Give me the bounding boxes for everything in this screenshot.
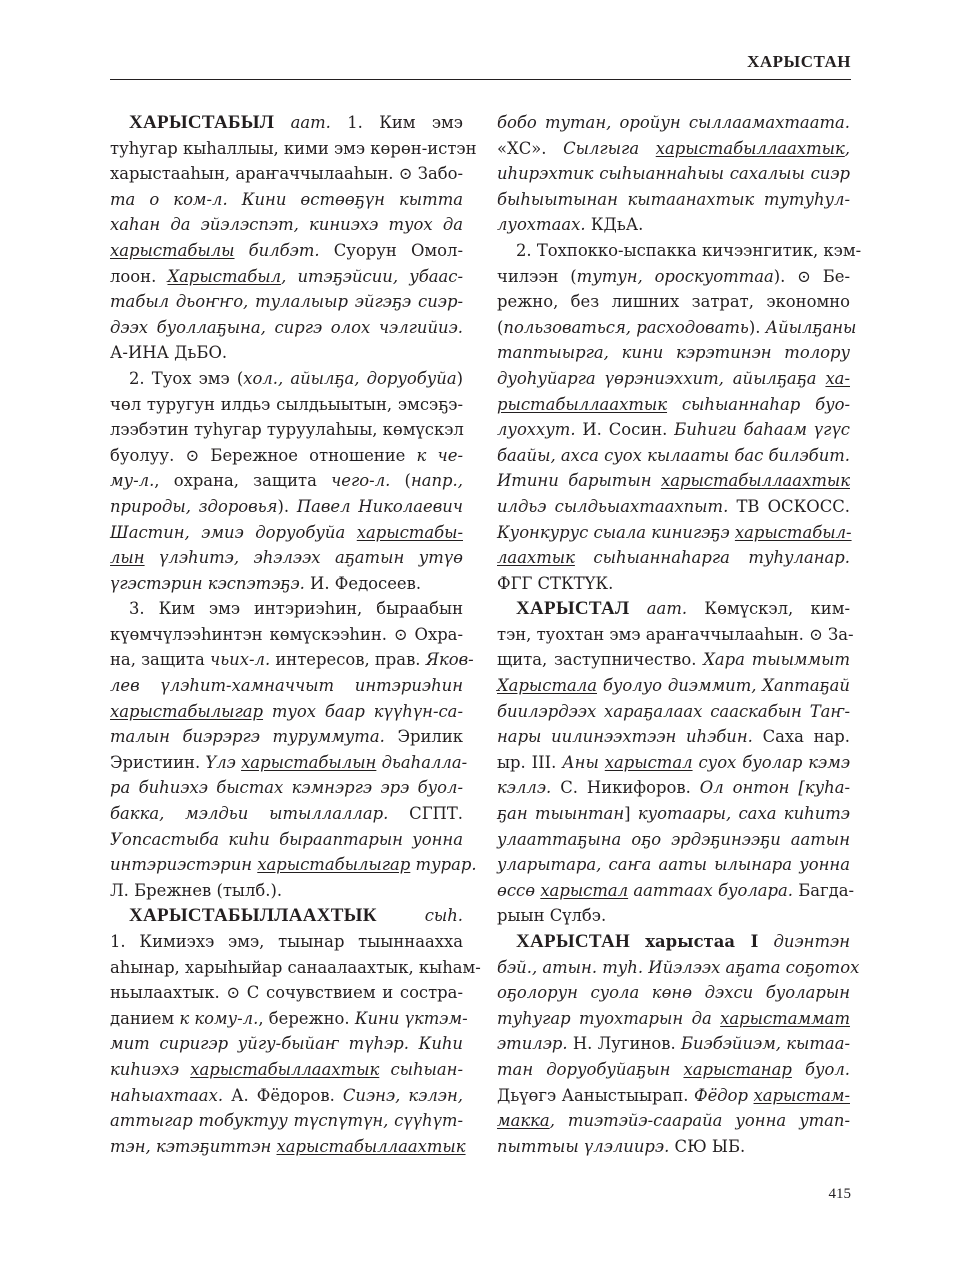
text-line [497, 571, 850, 597]
text-segment: илдьэ сылдьыахтаахпыт. [497, 496, 729, 516]
text-segment: хаһан да эйэлэспэт, киниэхэ туох да [110, 215, 463, 235]
text-segment: тэн, кэтэҕиттэн [110, 1136, 277, 1156]
text-line [497, 520, 850, 546]
text-segment: Ол онтон [ [699, 778, 805, 798]
text-line [497, 315, 857, 341]
text-segment: ] [624, 804, 638, 824]
text-segment: сыһыаннаһарга туһуланар. [574, 548, 850, 568]
text-segment: харыстабылы [110, 240, 235, 260]
column-left [110, 110, 481, 1159]
text-segment: сыһ. [424, 906, 463, 926]
text-segment: на, защита [110, 650, 205, 670]
text-segment: ТВ ОСКОСС. [728, 496, 851, 516]
text-segment: күөмчүлээһинтэн көмүскээһин. ⊙ Охра- [110, 624, 463, 644]
text-segment: ыр. III. [497, 752, 557, 772]
text-line [497, 468, 850, 494]
text-segment: харыстабыллаахтык [190, 1059, 380, 1079]
text-line [497, 1108, 850, 1134]
text-segment: таптыырга, кини кэрэтинэн толору [497, 343, 850, 363]
text-line [497, 545, 850, 571]
text-segment: макка [497, 1111, 550, 1131]
text-segment [228, 190, 242, 209]
text-segment: , бережно. [258, 1008, 355, 1028]
text-segment: лын [110, 548, 145, 568]
text-segment: А-ИНА ДьБО. [110, 343, 228, 363]
text-line [497, 238, 862, 264]
text-segment: нары иилинээхтээн иһэбин. [497, 727, 753, 747]
text-segment: лээбэтин туһугар туруулаһыы, көмүскэл [110, 420, 464, 440]
text-line [497, 929, 850, 955]
text-segment: 1. Ким эмэ [330, 113, 463, 132]
text-segment: ра биһиэхэ быстах кэмнэргэ эрэ буол- [110, 778, 463, 798]
text-line [110, 571, 463, 597]
text-segment: харыстабыл- [734, 522, 852, 542]
text-segment: чөл туругун илдьэ сылдьыытын, эмсэҕэ- [110, 394, 463, 414]
text-line [110, 1134, 466, 1160]
text-segment: туһугар туохтарын да [497, 1008, 721, 1028]
text-line [110, 878, 463, 904]
text-segment: природы, здоровья [110, 496, 278, 516]
text-segment: данием [110, 1008, 175, 1028]
text-segment: луоххут. [497, 420, 576, 440]
text-segment: Уопсастыба киһи бырааптарын уонна [110, 829, 463, 849]
text-segment: ). [748, 317, 766, 337]
text-segment: 1. Кимиэхэ эмэ, тыынар тыыннаахха [110, 932, 463, 951]
text-line [110, 955, 481, 981]
text-segment: харыстабылыгар [110, 701, 264, 721]
text-line [110, 392, 463, 418]
text-segment: И. Сосин. [575, 420, 675, 440]
text-segment: Сиэнэ, кэлэн, [342, 1085, 463, 1105]
text-segment: Харыстала [497, 676, 597, 696]
text-segment: ). [277, 496, 297, 516]
text-segment: ха- [825, 368, 850, 388]
text-segment: сыһыаннаһар буо- [667, 394, 850, 414]
text-line [110, 622, 463, 648]
text-segment: Аны [556, 752, 605, 772]
text-segment: дьаһалла- [376, 752, 468, 772]
text-line [110, 136, 477, 162]
text-line [110, 903, 463, 929]
text-segment: к кому-л. [174, 1008, 259, 1028]
text-line [110, 161, 463, 187]
text-segment [758, 932, 773, 951]
text-segment: буол. [791, 1059, 850, 1079]
text-segment: оҕолорун суола көнө дэхси буоларын [497, 983, 850, 1003]
text-segment: диэнтэн [773, 932, 850, 951]
text-segment: туһугар кыһаллыы, кими эмэ көрөн-истэн [110, 138, 477, 158]
text-line [110, 1108, 463, 1134]
text-line [497, 980, 850, 1006]
text-segment: интэриэстэрин [110, 855, 258, 875]
text-line [110, 468, 463, 494]
text-line [110, 1083, 463, 1109]
text-segment: СГПТ. [388, 804, 463, 824]
text-segment: тутун, ороскуоттаа [576, 266, 774, 286]
text-segment: Саха нар. [752, 727, 850, 747]
text-segment: Харыстабыл [167, 266, 282, 286]
text-line [497, 775, 850, 801]
text-segment: «ХС». [497, 138, 547, 158]
text-segment: му-л. [110, 471, 155, 491]
text-segment: Хара тыыммыт [696, 650, 851, 670]
text-line [110, 1031, 463, 1057]
text-segment: тэн, туохтан эмэ араҥаччылааһын. ⊙ За- [497, 624, 854, 644]
text-segment: аһынар, харыһыйар санаалаахтык, кыһам- [110, 957, 481, 977]
text-segment: бэй., атын. туһ. Ийэлээх аҕата соҕотох [497, 957, 860, 977]
text-line [497, 1057, 850, 1083]
text-line [110, 980, 463, 1006]
text-segment: харыстам- [753, 1085, 850, 1105]
text-segment: кэллэ. [497, 778, 552, 798]
text-line [497, 264, 850, 290]
text-segment: Фёдор [688, 1085, 754, 1105]
running-head: ХАРЫСТАН [747, 52, 851, 71]
text-segment: тан доруобуйаҕын [497, 1059, 684, 1079]
text-segment: ааттаах буолара. [628, 880, 794, 900]
text-segment [274, 113, 290, 132]
text-line [110, 110, 463, 136]
text-segment: А. Фёдоров. [223, 1085, 343, 1105]
text-line [110, 315, 463, 341]
text-line [497, 1006, 850, 1032]
text-segment: луохтаах. [497, 215, 586, 235]
text-segment: баайы, ахса суох кылааты бас билэбит. [497, 445, 850, 465]
text-segment: лоон. [110, 266, 157, 286]
text-line [497, 827, 850, 853]
text-line [497, 801, 850, 827]
text-segment: 2. Туох эмэ ( [129, 368, 244, 388]
text-segment: Айылҕаны [765, 317, 857, 337]
text-line [110, 775, 463, 801]
text-segment: интересов, прав. [270, 650, 421, 670]
text-segment: Суорун Омол- [319, 240, 463, 260]
text-segment: лаахтык [497, 548, 575, 568]
text-line [497, 955, 860, 981]
text-segment: к че- [405, 445, 463, 465]
text-segment: хол., айылҕа, доруобуйа [243, 368, 457, 388]
text-segment: Итини барытын [497, 471, 661, 491]
text-segment: С. Никифоров. [551, 778, 700, 798]
text-segment: Көмүскэл, ким- [687, 599, 850, 619]
text-segment: Кини үктэм- [354, 1008, 468, 1028]
text-segment: Н. Лугинов. [567, 1034, 681, 1054]
text-segment: чего-л. [316, 471, 391, 491]
text-segment: талын биэрэргэ туруммута. [110, 727, 385, 747]
text-segment: буолуо диэммит, Хаптаҕай [597, 676, 850, 696]
text-line [497, 392, 850, 418]
text-segment: Багда- [793, 880, 855, 900]
text-line [497, 699, 850, 725]
text-segment: суох буолар кэмэ [692, 752, 850, 772]
text-segment: үлэһитэ, эһэлээх аҕатын утүө [144, 548, 463, 568]
text-segment: Куонкурус сыала кинигэҕэ [497, 522, 735, 542]
text-segment: Кини өстөөҕүн кытта [241, 189, 464, 209]
text-segment: 3. Ким эмэ интэриэһин, бырaабын [129, 599, 463, 619]
text-line [497, 852, 850, 878]
text-line [110, 1057, 463, 1083]
text-segment [377, 906, 425, 925]
headword: ХАРЫСТАЛ [516, 598, 630, 620]
text-line [110, 366, 463, 392]
text-segment: харыстабылын [241, 752, 377, 772]
page-number: 415 [828, 1186, 851, 1202]
text-segment: уларытара, саҥа ааты ылынара уонна [497, 855, 850, 875]
text-segment: , итэҕэйсии, убаас- [281, 266, 463, 286]
text-segment: ( [390, 471, 411, 491]
text-line [497, 647, 850, 673]
text-segment: рыын Сүлбэ. [497, 906, 607, 926]
text-segment: лев үлэһит-хамначчыт интэриэһин [110, 676, 463, 696]
text-segment: ( [497, 317, 504, 337]
text-line [110, 801, 463, 827]
text-line [497, 724, 850, 750]
text-segment: КДьА. [585, 215, 644, 235]
text-segment: чьих-л. [204, 650, 271, 670]
text-segment: харыстаммат [720, 1008, 850, 1028]
text-segment: табыл дьоҥҥо, тулалыыр эйгэҕэ сиэр- [110, 292, 463, 312]
text-line [497, 187, 850, 213]
text-line [110, 545, 463, 571]
text-segment: ньылаахтык. ⊙ С сочувствием и состра- [110, 983, 463, 1003]
text-line [110, 699, 463, 725]
text-line [110, 212, 463, 238]
text-line [497, 750, 850, 776]
text-segment: чилээн ( [497, 266, 577, 286]
text-line [110, 929, 463, 955]
text-segment: ФГГ СТКТҮК. [497, 573, 614, 593]
text-segment: , охрана, защита [154, 471, 317, 491]
text-segment: харыстабылыгар [257, 855, 411, 875]
text-line [497, 596, 850, 622]
text-segment: мит сиригэр уйгу-быйаҥ түһэр. Киһи [110, 1034, 463, 1054]
text-segment: , [844, 138, 850, 158]
text-segment: ҕан тыынтан [497, 804, 625, 824]
text-line [110, 827, 463, 853]
text-segment: рыстабыллаахтык [497, 394, 668, 414]
text-segment [629, 599, 646, 618]
text-segment: харыстабыллаахтык [276, 1136, 466, 1156]
text-line [110, 596, 463, 622]
text-segment: биилэрдээх хараҕалаах сааскабын Таҥ- [497, 701, 850, 721]
text-segment: харыстааһын, араҥаччылааһын. ⊙ Забо- [110, 164, 463, 184]
headword: ХАРЫСТАН [516, 931, 631, 952]
text-line [110, 1006, 468, 1032]
text-line [110, 673, 463, 699]
text-line [497, 903, 850, 929]
text-segment: туох баар күүһүн-са- [263, 701, 463, 721]
text-segment [156, 267, 167, 286]
text-segment: 2. Тохпокко-ыспакка кичээнгитик, кэм- [516, 240, 862, 260]
text-segment: харыстабыллаахтык [660, 471, 850, 491]
text-line [110, 340, 463, 366]
text-line [497, 622, 854, 648]
text-line [497, 1031, 850, 1057]
text-segment: киһиэхэ [110, 1059, 191, 1079]
text-segment: харыстал [540, 880, 629, 900]
text-line [110, 187, 463, 213]
text-segment: быһыытынан кытаанахтык тутуһул- [497, 189, 850, 209]
text-segment: пользоваться, расходовать [503, 317, 749, 337]
text-segment: ). ⊙ Бе- [773, 266, 850, 286]
text-segment: Павел Николаевич [296, 496, 463, 516]
text-line [497, 161, 850, 187]
text-segment: куһа- [804, 778, 851, 798]
text-line [110, 520, 463, 546]
text-line [110, 647, 474, 673]
text-line [497, 443, 850, 469]
text-segment: иһирэхтик сыһыаннаһыы сахалыы сиэр [497, 164, 850, 184]
text-segment: билбэт. [234, 240, 320, 260]
text-segment: щита, заступничество. [497, 650, 697, 670]
text-segment: та о ком-л. [110, 189, 228, 209]
text-segment: харыстабыллаахтык [655, 138, 845, 158]
text-segment: аат. [646, 599, 688, 619]
text-segment: харыстал [604, 752, 693, 772]
text-segment: куотаары, саха киһитэ [637, 804, 850, 824]
text-segment: СЮ ЫБ. [669, 1136, 746, 1156]
text-line [497, 366, 850, 392]
text-segment: Дьүөгэ Ааныстыырап. [497, 1085, 689, 1105]
text-segment: турар. [410, 855, 477, 875]
text-segment: наһыахтаах. [110, 1085, 224, 1105]
text-line [110, 494, 463, 520]
text-line [110, 238, 463, 264]
text-segment: Биһиги баһаам үгүс [674, 420, 850, 440]
text-line [497, 673, 850, 699]
text-segment: бобо тутан, оройун сыллаамахтаата. [497, 113, 850, 132]
text-segment: аат. [290, 113, 331, 132]
text-segment: Үлэ [200, 752, 242, 772]
text-segment: пыттыы үлэлиирэ. [497, 1136, 670, 1156]
text-segment: буолуу. ⊙ Бережное отношение [110, 445, 406, 465]
text-line [497, 878, 855, 904]
text-segment: Сылгыга [546, 138, 656, 158]
text-line [110, 443, 463, 469]
text-segment: напр., [410, 471, 463, 491]
text-line [497, 110, 850, 136]
text-segment: сыһыан- [379, 1059, 463, 1079]
text-segment: бакка, мэлдьи ытыллаллар. [110, 804, 389, 824]
text-segment: Л. Брежнев (тылб.). [110, 880, 283, 900]
text-line [110, 724, 463, 750]
column-right [497, 110, 862, 1159]
text-line [497, 212, 850, 238]
text-segment: Яков- [420, 650, 474, 670]
text-segment: Эристиин. [110, 752, 201, 772]
text-segment: Эрилик [384, 727, 463, 747]
headword: ХАРЫСТАБЫЛ [129, 112, 275, 133]
text-segment: ) [456, 368, 463, 388]
text-line [110, 264, 463, 290]
text-line [497, 136, 850, 162]
text-line [497, 289, 850, 315]
text-line [497, 417, 850, 443]
text-segment: Биэбэйиэм, кытаа- [680, 1034, 851, 1054]
text-segment: улааттаҕына оҕо эрдэҕинээҕи аатын [497, 829, 850, 849]
text-line [110, 289, 463, 315]
text-segment [630, 932, 645, 951]
text-line [497, 340, 850, 366]
text-segment: харыстанар [683, 1059, 792, 1079]
text-segment: аттыгар тобуктуу түспүтүн, сүүһүт- [110, 1111, 463, 1131]
text-segment: өссө [497, 880, 541, 900]
text-segment: дээх буоллаҕына, сиргэ олох чэлгийиэ. [110, 317, 463, 337]
text-line [497, 1083, 850, 1109]
text-segment: , тиэтэйэ-саарайа уонна утап- [549, 1111, 850, 1131]
text-line [497, 494, 850, 520]
text-segment: этилэр. [497, 1034, 568, 1054]
text-segment: үгэстэрин кэспэтэҕэ. [110, 573, 305, 593]
header-rule [110, 79, 851, 80]
text-line [110, 750, 468, 776]
headword: ХАРЫСТАБЫЛЛААХТЫК [129, 905, 377, 927]
text-line [110, 417, 463, 443]
text-line [110, 852, 477, 878]
text-segment: режно, без лишних затрат, экономно [497, 292, 850, 312]
text-segment: И. Федосеев. [304, 573, 422, 593]
text-segment: дуоһуйарга үөрэниэххит, айылҕаҕа [497, 368, 826, 388]
text-segment: харыстабы- [356, 522, 463, 542]
text-line [497, 1134, 850, 1160]
text-segment: Шастин, эмиэ доруобуйа [110, 522, 357, 542]
text-segment: харыстаа I [645, 932, 759, 951]
